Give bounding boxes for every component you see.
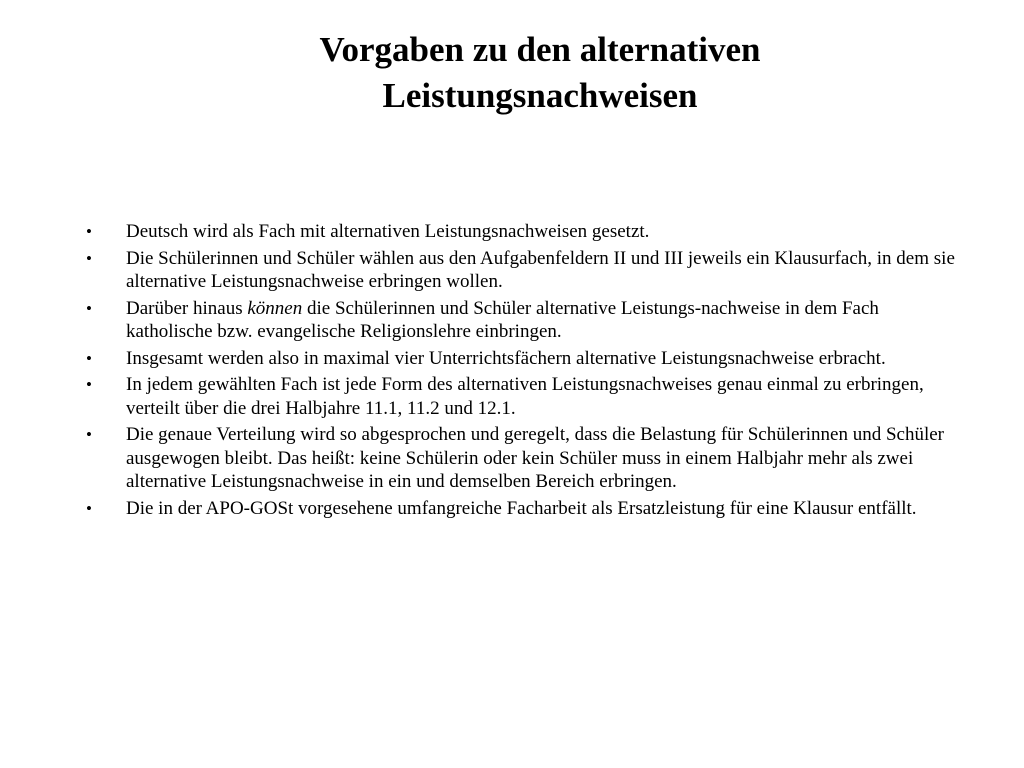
bullet-text-emphasis: können (247, 297, 303, 319)
slide-title-line-2: Leistungsnachweisen (382, 76, 698, 115)
bullet-icon: • (86, 425, 92, 444)
bullet-text: Die in der APO-GOSt vorgesehene umfangreiche Facharbeit als Ersatzleistung für eine Klausur entfällt. (126, 497, 917, 519)
bullet-text: In jedem gewählten Fach ist jede Form des alternativen Leistungsnachweises genau einmal zu erbringen, verteilt über die drei Halbjahre 11.1, 11.2 und 12.1. (126, 374, 924, 419)
bullet-item-4 (84, 347, 964, 371)
bullet-item-6 (84, 423, 964, 494)
bullet-text-pre: Darüber hinaus (126, 297, 248, 319)
bullet-text: Die genaue Verteilung wird so abgesprochen und geregelt, dass die Belastung für Schülerinnen und Schüler ausgewogen bleibt. Das heißt: keine Schülerin oder kein Schüler muss in einem Halbjahr mehr als zwei alternative Leistungsnachweise in ein und demselben Bereich erbringen. (126, 424, 945, 492)
bullet-icon: • (86, 375, 92, 394)
bullet-icon: • (86, 498, 92, 518)
bullet-text: Deutsch wird als Fach mit alternativen Leistungsnachweisen gesetzt. (126, 221, 650, 242)
bullet-item-7 (84, 497, 964, 521)
bullet-text-post: die Schülerinnen und Schüler alternative Leistungs-nachweise in dem Fach katholische bzw. evangelische Religionslehre einbringen. (126, 297, 879, 342)
bullet-text: Insgesamt werden also in maximal vier Unterrichtsfächern alternative Leistungsnachweise erbracht. (126, 347, 886, 369)
bullet-list (84, 220, 964, 523)
bullet-text: Die Schülerinnen und Schüler wählen aus den Aufgabenfeldern II und III jeweils ein Klausurfach, in dem sie alternative Leistungsnachweise erbringen wollen. (126, 247, 955, 292)
bullet-item-1 (84, 220, 964, 244)
slide-title-line-1: Vorgaben zu den alternativen (319, 30, 761, 69)
bullet-item-5 (84, 373, 964, 420)
bullet-icon: • (86, 248, 92, 268)
bullet-icon: • (86, 222, 92, 241)
bullet-icon: • (86, 298, 92, 318)
bullet-item-3 (84, 297, 964, 344)
bullet-text (126, 298, 879, 343)
bullet-icon: • (86, 348, 92, 368)
bullet-item-2 (84, 247, 964, 294)
slide-title (230, 27, 850, 119)
